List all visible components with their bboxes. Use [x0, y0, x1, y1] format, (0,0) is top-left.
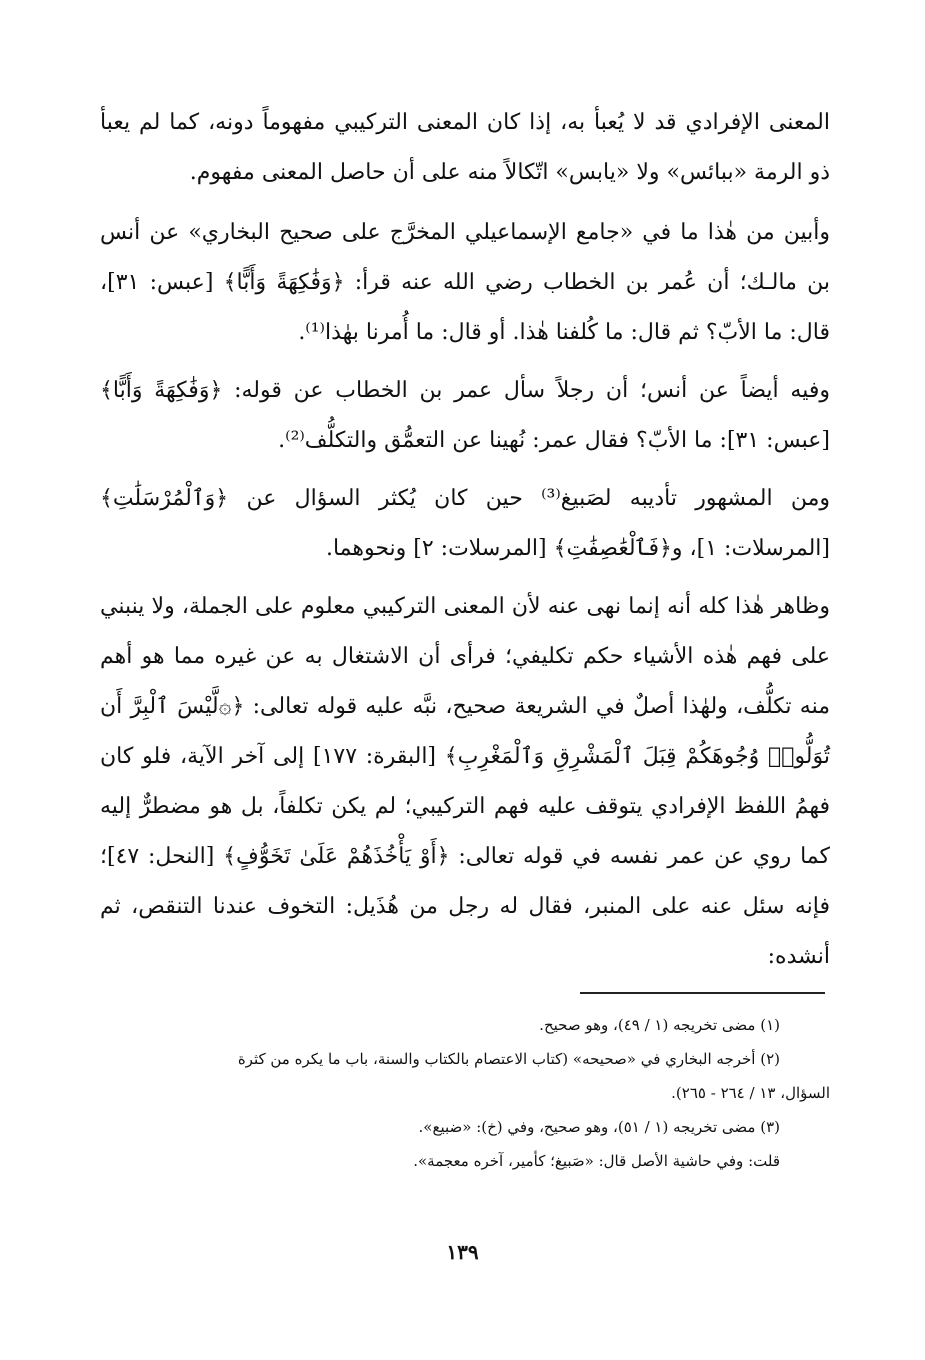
footnote-1: (١) مضى تخريجه (١ / ٤٩)، وهو صحيح. [539, 1016, 780, 1034]
footnotes [100, 1008, 830, 1178]
footnote-separator [580, 992, 825, 994]
main-text [100, 98, 830, 990]
paragraph-4: ومن المشهور تأديبه لصَبيغ⁽³⁾ حين كان يُكثر السؤال عن ﴿وَٱلْمُرْسَلَٰتِ﴾ [المرسلات: ١]، و﴿فَٱلْعَٰصِفَٰتِ﴾ [المرسلات: ٢] ونحوهما. [100, 486, 831, 561]
footnote-3-note: قلت: وفي حاشية الأصل قال: «صَبيغ؛ كأمير، آخره معجمة». [413, 1152, 780, 1170]
paragraph-2: وأبين من هٰذا ما في «جامع الإسماعيلي المخرَّج على صحيح البخاري» عن أنس بن مالـك؛ أن عُمر بن الخطاب رضي الله عنه قرأ: ﴿وَفَٰكِهَةً وَأَبًّا﴾ [عبس: ٣١]، قال: ما الأبّ؟ ثم قال: ما كُلفنا هٰذا. أو قال: ما أُمرنا بهٰذا⁽¹⁾. [100, 220, 830, 345]
page-number: ١٣٩ [446, 1240, 479, 1264]
paragraph-3: وفيه أيضاً عن أنس؛ أن رجلاً سأل عمر بن الخطاب عن قوله: ﴿وَفَٰكِهَةً وَأَبًّا﴾ [عبس: ٣١]: ما الأبّ؟ فقال عمر: نُهينا عن التعمُّق والتكلُّف⁽²⁾. [100, 378, 830, 453]
footnote-2: (٢) أخرجه البخاري في «صحيحه» (كتاب الاعتصام بالكتاب والسنة، باب ما يكره من كثرة [237, 1050, 780, 1068]
paragraph-1: المعنى الإفرادي قد لا يُعبأ به، إذا كان المعنى التركيبي مفهوماً دونه، كما لم يعبأ ذو الرمة «ببائس» ولا «يابس» اتّكالاً منه على أن حاصل المعنى مفهوم. [100, 110, 830, 185]
footnote-2-continued: السؤال، ١٣ / ٢٦٤ - ٢٦٥). [671, 1084, 830, 1102]
footnote-3: (٣) مضى تخريجه (١ / ٥١)، وهو صحيح، وفي (خ): «ضبيع». [418, 1118, 780, 1136]
paragraph-5: وظاهر هٰذا كله أنه إنما نهى عنه لأن المعنى التركيبي معلوم على الجملة، ولا ينبني على فهم هٰذه الأشياء حكم تكليفي؛ فرأى أن الاشتغال به عن غيره مما هو أهم منه تكلُّف، ولهٰذا أصلٌ في الشريعة صحيح، نبَّه عليه قوله تعالى: ﴿۞لَّيْسَ ٱلْبِرَّ أَن تُوَلُّوا۟ وُجُوهَكُمْ قِبَلَ ٱلْمَشْرِقِ وَٱلْمَغْرِبِ﴾ [البقرة: ١٧٧] إلى آخر الآية، فلو كان فهمُ اللفظ الإفرادي يتوقف عليه فهم التركيبي؛ لم يكن تكلفاً، بل هو مضطرٌّ إليه كما روي عن عمر نفسه في قوله تعالى: ﴿أَوْ يَأْخُذَهُمْ عَلَىٰ تَخَوُّفٍ﴾ [النحل: ٤٧]؛ فإنه سئل عنه على المنبر، فقال له رجل من هُذَيل: التخوف عندنا التنقص، ثم أنشده: [100, 594, 830, 969]
